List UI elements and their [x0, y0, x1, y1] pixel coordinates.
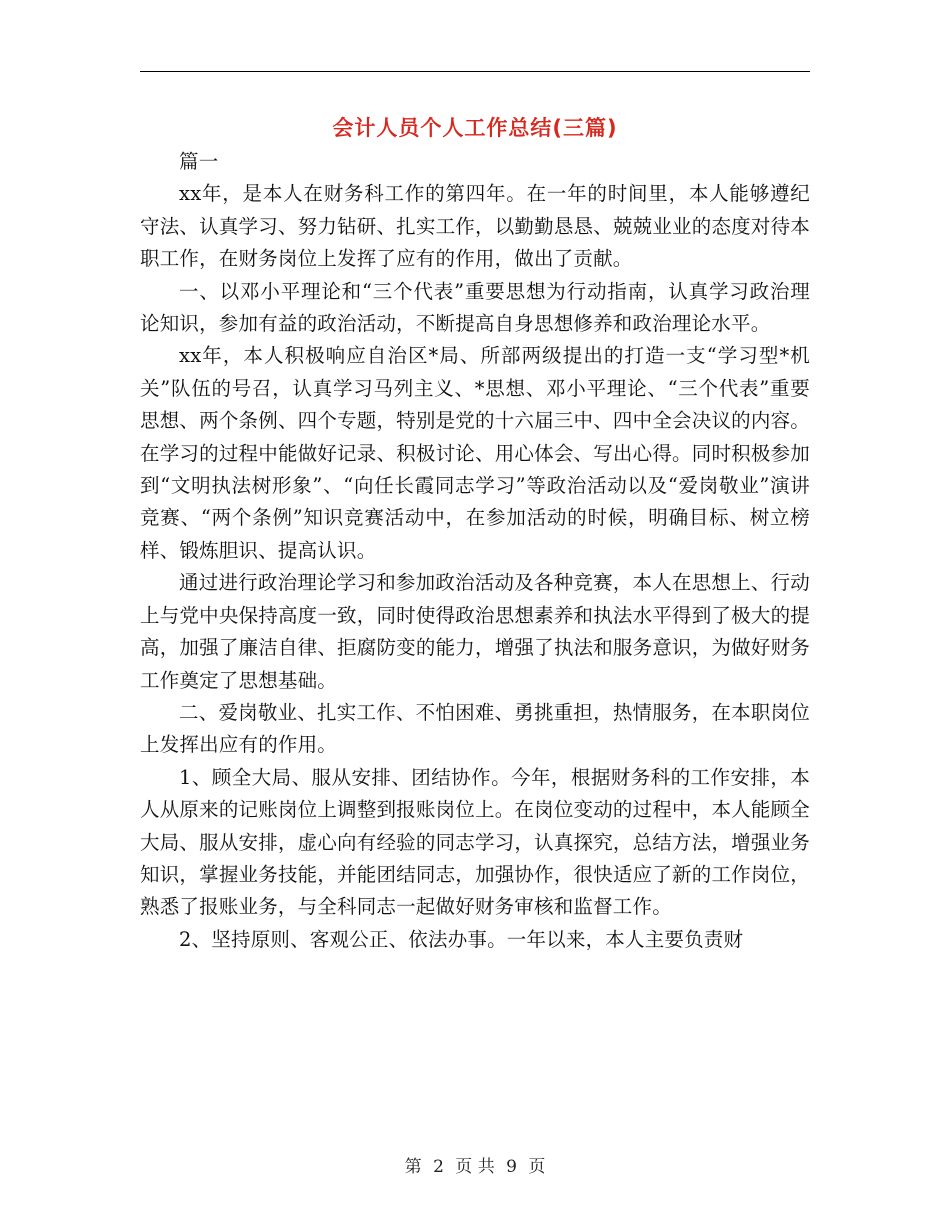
footer-prefix: 第	[404, 1157, 422, 1177]
paragraph: 1、顾全大局、服从安排、团结协作。今年，根据财务科的工作安排，本人从原来的记账岗位上调整到报账岗位上。在岗位变动的过程中，本人能顾全大局、服从安排，虚心向有经验的同志学习，认真探究，总结方法，增强业务知识，掌握业务技能，并能团结同志，加强协作，很快适应了新的工作岗位，熟悉了报账业务，与全科同志一起做好财务审核和监督工作。	[140, 765, 810, 919]
document-body	[140, 146, 810, 956]
paragraph: 一、以邓小平理论和“三个代表”重要思想为行动指南，认真学习政治理论知识，参加有益的政治活动，不断提高自身思想修养和政治理论水平。	[140, 279, 810, 336]
paragraph: 通过进行政治理论学习和参加政治活动及各种竞赛，本人在思想上、行动上与党中央保持高度一致，同时使得政治思想素养和执法水平得到了极大的提高，加强了廉洁自律、拒腐防变的能力，增强了执法和服务意识，为做好财务工作奠定了思想基础。	[140, 571, 810, 692]
paragraph: xx年，本人积极响应自治区*局、所部两级提出的打造一支“学习型*机关”队伍的号召，认真学习马列主义、*思想、邓小平理论、“三个代表”重要思想、两个条例、四个专题，特别是党的十六届三中、四中全会决议的内容。在学习的过程中能做好记录、积极讨论、用心体会、写出心得。同时积极参加到“文明执法树形象”、“向任长霞同志学习”等政治活动以及“爱岗敬业”演讲竞赛、“两个条例”知识竞赛活动中，在参加活动的时候，明确目标、树立榜样、锻炼胆识、提高认识。	[140, 344, 810, 562]
page-footer	[0, 1152, 950, 1177]
header-rule	[140, 71, 810, 72]
paragraph: 二、爱岗敬业、扎实工作、不怕困难、勇挑重担，热情服务，在本职岗位上发挥出应有的作用。	[140, 700, 810, 757]
document-title: 会计人员个人工作总结(三篇)	[332, 116, 618, 140]
total-pages-number: 9	[506, 1157, 517, 1177]
paragraph-section-label: 篇一	[179, 150, 219, 173]
current-page-number: 2	[433, 1157, 444, 1177]
paragraph: 2、坚持原则、客观公正、依法办事。一年以来，本人主要负责财	[179, 927, 744, 951]
paragraph: xx年，是本人在财务科工作的第四年。在一年的时间里，本人能够遵纪守法、认真学习、努力钻研、扎实工作，以勤勤恳恳、兢兢业业的态度对待本职工作，在财务岗位上发挥了应有的作用，做出了贡献。	[140, 182, 810, 271]
footer-suffix: 页	[528, 1157, 546, 1177]
footer-middle: 页 共	[455, 1157, 495, 1177]
